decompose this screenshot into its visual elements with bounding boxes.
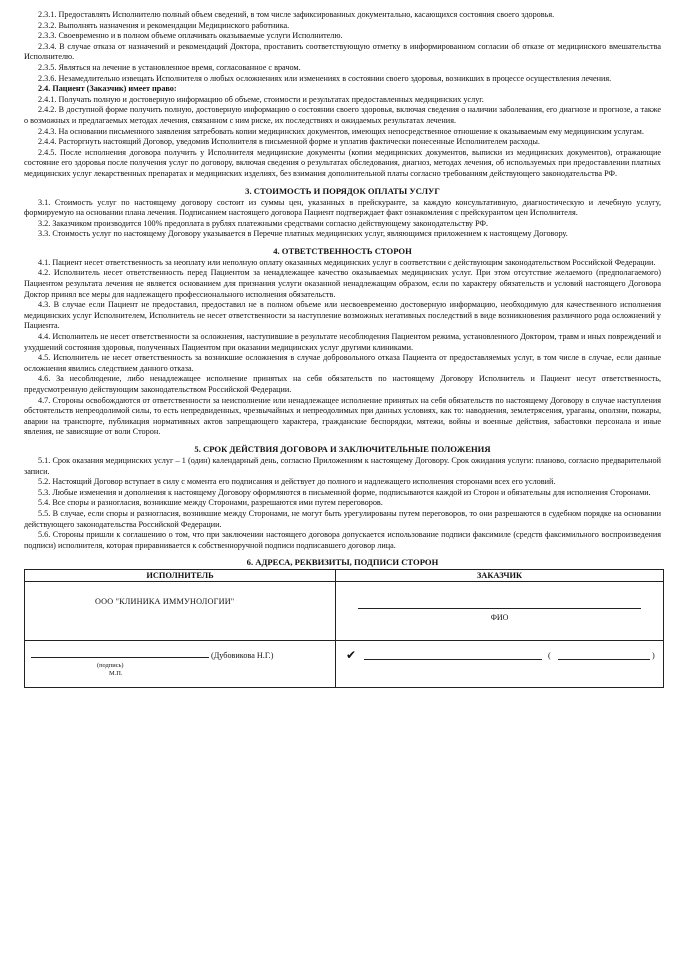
clause-2-3-2: 2.3.2. Выполнять назначения и рекомендации Медицинского работника. <box>38 20 290 30</box>
clause-2-4-3: 2.4.3. На основании письменного заявления затребовать копии медицинских документов, имеющих непосредственное отношение к оказываемым ему медицинским услугам. <box>38 126 644 136</box>
clause-3-3: 3.3. Стоимость услуг по настоящему Договору указывается в Перечне платных медицинских услуг, являющимся приложением к настоящему Договору. <box>38 229 568 239</box>
clause-4-6: 4.6. За несоблюдение, либо ненадлежащее исполнение принятых на себя обязательств по настоящему Договору Исполнитель и Пациент несут ответственность, предусмотренную действующим законодательством Российской Федерации. <box>24 374 661 394</box>
clause-5-2: 5.2. Настоящий Договор вступает в силу с момента его подписания и действует до полного и надлежащего исполнения сторонами всех его условий. <box>38 477 556 487</box>
org-name: ООО "КЛИНИКА ИММУНОЛОГИИ" <box>95 597 235 607</box>
section-3 <box>24 186 661 240</box>
clause-5-4: 5.4. Все споры и разногласия, возникшие между Сторонами, разрешаются ими путем переговоров. <box>38 498 383 508</box>
clause-5-3: 5.3. Любые изменения и дополнения к настоящему Договору оформляются в письменной форме, подписываются каждой из Сторон и обязательны для исполнения Сторонами. <box>38 487 651 497</box>
customer-header: ЗАКАЗЧИК <box>336 570 664 582</box>
clause-3-1: 3.1. Стоимость услуг по настоящему договору состоит из суммы цен, указанных в прейскуранте, за каждую консультативную, диагностическую и лечебную услугу, формируемую на основании плана лечения. Подписанием настоящего договора Пациент подтверждает факт ознакомления с прейскурантом цен Исполнителя. <box>24 197 661 218</box>
customer-signature-line[interactable] <box>364 659 542 660</box>
clause-2-4-1: 2.4.1. Получать полную и достоверную информацию об объеме, стоимости и результатах предоставленных медицинских услуг. <box>38 94 484 104</box>
executor-details <box>25 582 336 641</box>
clause-2-4-2: 2.4.2. В доступной форме получить полную, достоверную информацию о состоянии своего здоровья, включая сведения о наличии заболевания, его диагнозе и прогнозе, а также о возможных и предлагаемых методах лечения, связанном с ним риске, их последствиях и ожидаемых результатах лечения. <box>24 105 661 125</box>
fio-line[interactable] <box>358 608 641 609</box>
section-4 <box>24 246 661 438</box>
clause-2-3-4: 2.3.4. В случае отказа от назначений и рекомендаций Доктора, проставить соответствующую отметку в информированном согласии об отказе от медицинского вмешательства Исполнителю. <box>24 41 661 62</box>
section-2-3 <box>24 10 661 84</box>
signature-table <box>24 569 664 688</box>
section-5-title: 5. СРОК ДЕЙСТВИЯ ДОГОВОРА И ЗАКЛЮЧИТЕЛЬНЫЕ ПОЛОЖЕНИЯ <box>194 443 491 454</box>
section-2-4 <box>24 84 661 179</box>
clause-4-2: 4.2. Исполнитель несет ответственность перед Пациентом за ненадлежащее качество оказываемых медицинских услуг. При этом отсутствие желаемого (предполагаемого) Пациентом результата лечения не является основанием для признания услуги оказанной ненадлежащим образом, если по характеру обязательств и условий настоящего Договора Доктор принял все меры для надлежащего профессионального исполнения обязательств. <box>24 268 661 299</box>
clause-4-7: 4.7. Стороны освобождаются от ответственности за неисполнение или ненадлежащее исполнение принятых на себя обязательств по настоящему Договору в случае наступления обстоятельств непреодолимой силы, то есть непредвиденных, чрезвычайных и непреодолимых при данных условиях, как то: наводнения, землетрясения, ураганы, оползни, пожары, аварии на транспорте, публикация нормативных актов запрещающего характера, гражданские беспорядки, мятежи, войны и военные действия, забастовки персонала и иные явления, не зависящие от воли Сторон. <box>24 395 661 437</box>
executor-signature-line <box>31 657 209 658</box>
executor-header: ИСПОЛНИТЕЛЬ <box>25 570 336 582</box>
section-4-title: 4. ОТВЕТСТВЕННОСТЬ СТОРОН <box>273 245 412 256</box>
clause-2-3-6: 2.3.6. Незамедлительно извещать Исполнителя о любых осложнениях или изменениях в состоянии своего здоровья, возникших в процессе осуществления лечения. <box>38 73 612 83</box>
check-icon: ✔ <box>346 648 357 663</box>
section-6-title: 6. АДРЕСА, РЕКВИЗИТЫ, ПОДПИСИ СТОРОН <box>246 557 439 568</box>
customer-name-line[interactable] <box>558 659 650 660</box>
executor-signature-cell <box>25 641 336 688</box>
clause-2-3-1: 2.3.1. Предоставлять Исполнителю полный объем сведений, в том числе зафиксированных документально, касающихся состояния своего здоровья. <box>38 10 555 19</box>
fio-label: ФИО <box>490 613 509 623</box>
clause-5-1: 5.1. Срок оказания медицинских услуг – 1 (один) календарный день, согласно Приложениям к настоящему Договору. Срок ожидания услуги: планово, согласно предварительной записи. <box>24 455 661 476</box>
contract-page <box>24 10 661 688</box>
section-5 <box>24 444 661 551</box>
clause-4-5: 4.5. Исполнитель не несет ответственность за возникшие осложнения в случае добровольного отказа Пациента от предоставляемых услуг, в том числе в случае, если данные осложнения явились следствием данного отказа. <box>24 353 661 373</box>
clause-4-4: 4.4. Исполнитель не несет ответственности за осложнения, наступившие в результате несоблюдения Пациентом режима, установленного Доктором, травм и иных повреждений и ухудшений состояния здоровья, полученных Пациентом при оказании медицинских услуг другими клиниками. <box>24 332 661 352</box>
clause-4-1: 4.1. Пациент несет ответственность за неоплату или неполную оплату оказанных медицинских услуг в соответствии с действующим законодательством Российской Федерации. <box>38 257 656 267</box>
clause-4-3: 4.3. В случае если Пациент не предоставил, предоставил не в полном объеме или несвоевременно достоверную информацию, необходимую для качественного исполнения медицинских услуг Исполнителем, Исполнитель не несет ответственности за наступление возможных негативных последствий в виде возникновения различного рода осложнений у Пациента. <box>24 300 661 331</box>
customer-paren-open: ( <box>548 651 551 661</box>
clause-5-5: 5.5. В случае, если споры и разногласия, возникшие между Сторонами, не могут быть урегулированы путем переговоров, то они разрешаются в судебном порядке на основании действующего законодательства Российской Федерации. <box>24 508 661 529</box>
clause-5-6: 5.6. Стороны пришли к соглашению о том, что при заключении настоящего договора допускается использование подписи факсимиле (средств факсимильного воспроизведения подписи) исполнителя, которая приравнивается к собственноручной подписи подписавшего договор лица. <box>24 530 661 550</box>
section-3-title: 3. СТОИМОСТЬ И ПОРЯДОК ОПЛАТЫ УСЛУГ <box>245 185 440 196</box>
clause-2-4-5: 2.4.5. После исполнения договора получить у Исполнителя медицинские документы (копии медицинских документов, выписки из медицинских документов), отражающие состояние его здоровья после получения услуг по договору, включая сведения о результатах обследования, диагноз, методах лечения, об используемых при предоставлении платных медицинских услуг лекарственных препаратах и медицинских изделиях, без взимания дополнительной платы согласно требованиям действующего законодательства РФ. <box>24 147 661 178</box>
section-6 <box>24 557 661 688</box>
customer-signature-cell <box>336 641 664 688</box>
clause-3-2: 3.2. Заказчиком производится 100% предоплата в рублях платежными средствами согласно действующему законодательству РФ. <box>38 218 488 228</box>
clause-2-3-5: 2.3.5. Являться на лечение в установленное время, согласованное с врачом. <box>38 62 301 72</box>
section-2-4-title: 2.4. Пациент (Заказчик) имеет право: <box>38 84 177 94</box>
customer-paren-close: ) <box>652 651 655 661</box>
stamp-caption: М.П. <box>109 670 123 678</box>
clause-2-3-3: 2.3.3. Своевременно и в полном объеме оплачивать оказываемые услуги Исполнителю. <box>38 31 343 41</box>
clause-2-4-4: 2.4.4. Расторгнуть настоящий Договор, уведомив Исполнителя в письменной форме и уплатив фактически понесенные Исполнителем расходы. <box>38 137 540 147</box>
customer-details <box>336 582 664 641</box>
executor-signer: (Дубовикова Н.Г.) <box>211 651 274 661</box>
signature-caption: (подпись) <box>97 662 124 670</box>
